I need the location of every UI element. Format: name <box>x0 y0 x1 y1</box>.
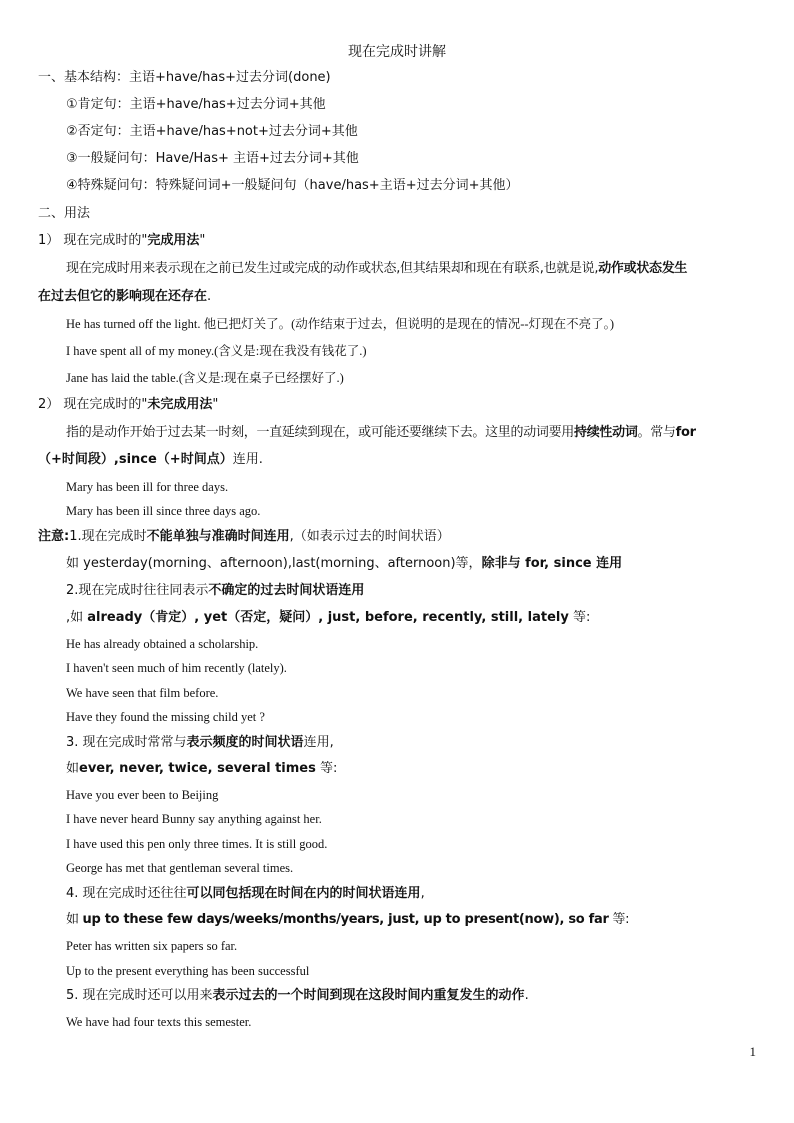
note-3-detail: 如ever, never, twice, several times 等: <box>66 761 338 776</box>
note-2: 2.现在完成时往往同表示不确定的过去时间状语连用 <box>66 583 365 598</box>
note-4: 4. 现在完成时还往往可以同包括现在时间在内的时间状语连用, <box>66 886 425 901</box>
note-2-example: I haven't seen much of him recently (lately). <box>66 661 287 675</box>
note-1: 注意:1.现在完成时不能单独与准确时间连用,（如表示过去的时间状语） <box>38 529 450 544</box>
usage-2-example: Mary has been ill for three days. <box>66 480 229 494</box>
note-2-detail: ,如 already（肯定）, yet（否定，疑问）, just, before, recently, still, lately 等: <box>66 610 591 625</box>
usage-2-example: Mary has been ill since three days ago. <box>66 504 261 518</box>
note-3-example: George has met that gentleman several times. <box>66 861 294 875</box>
usage-1-example: Jane has laid the table.(含义是:现在桌子已经摆好了.) <box>66 371 344 385</box>
structure-yes-no-question: ③一般疑问句：Have/Has+ 主语+过去分词+其他 <box>66 151 359 166</box>
note-4-detail: 如 up to these few days/weeks/months/years, just, up to present(now), so far 等: <box>66 912 630 927</box>
note-3-example: I have never heard Bunny say anything against her. <box>66 812 322 826</box>
note-3-example: I have used this pen only three times. It is still good. <box>66 837 328 851</box>
usage-2-desc-line1: 指的是动作开始于过去某一时刻，一直延续到现在，或可能还要继续下去。这里的动词要用持续性动词。常与for <box>66 425 696 440</box>
structure-negative: ②否定句：主语+have/has+not+过去分词+其他 <box>66 124 358 139</box>
usage-1-heading: 1） 现在完成时的"完成用法" <box>38 233 206 248</box>
note-4-example: Peter has written six papers so far. <box>66 939 238 953</box>
structure-affirmative: ①肯定句：主语+have/has+过去分词+其他 <box>66 97 326 112</box>
page-number: 1 <box>749 1044 756 1059</box>
usage-1-desc-line1: 现在完成时用来表示现在之前已发生过或完成的动作或状态,但其结果却和现在有联系,也就是说,动作或状态发生 <box>66 261 688 276</box>
usage-2-heading: 2） 现在完成时的"未完成用法" <box>38 397 219 412</box>
section-2-heading: 二、用法 <box>38 206 91 221</box>
note-3-example: Have you ever been to Beijing <box>66 788 219 802</box>
note-4-example: Up to the present everything has been successful <box>66 964 310 978</box>
structure-wh-question: ④特殊疑问句：特殊疑问词+一般疑问句（have/has+主语+过去分词+其他） <box>66 178 519 193</box>
note-2-example: He has already obtained a scholarship. <box>66 637 259 651</box>
usage-1-desc-line2: 在过去但它的影响现在还存在. <box>38 289 212 304</box>
note-2-example: Have they found the missing child yet ? <box>66 710 265 724</box>
note-5-example: We have had four texts this semester. <box>66 1015 252 1029</box>
note-2-example: We have seen that film before. <box>66 686 219 700</box>
note-5: 5. 现在完成时还可以用来表示过去的一个时间到现在这段时间内重复发生的动作. <box>66 988 529 1003</box>
note-3: 3. 现在完成时常常与表示频度的时间状语连用, <box>66 735 334 750</box>
usage-1-example: I have spent all of my money.(含义是:现在我没有钱花了.) <box>66 344 367 358</box>
usage-2-desc-line2: （+时间段）,since（+时间点）连用. <box>38 452 263 467</box>
section-1-heading: 一、基本结构：主语+have/has+过去分词(done) <box>38 70 331 85</box>
usage-1-example: He has turned off the light. 他已把灯关了。(动作结束于过去，但说明的是现在的情况--灯现在不亮了。) <box>66 317 614 331</box>
page-title: 现在完成时讲解 <box>348 44 446 60</box>
note-1-detail: 如 yesterday(morning、afternoon),last(morning、afternoon)等，除非与 for, since 连用 <box>66 556 623 571</box>
